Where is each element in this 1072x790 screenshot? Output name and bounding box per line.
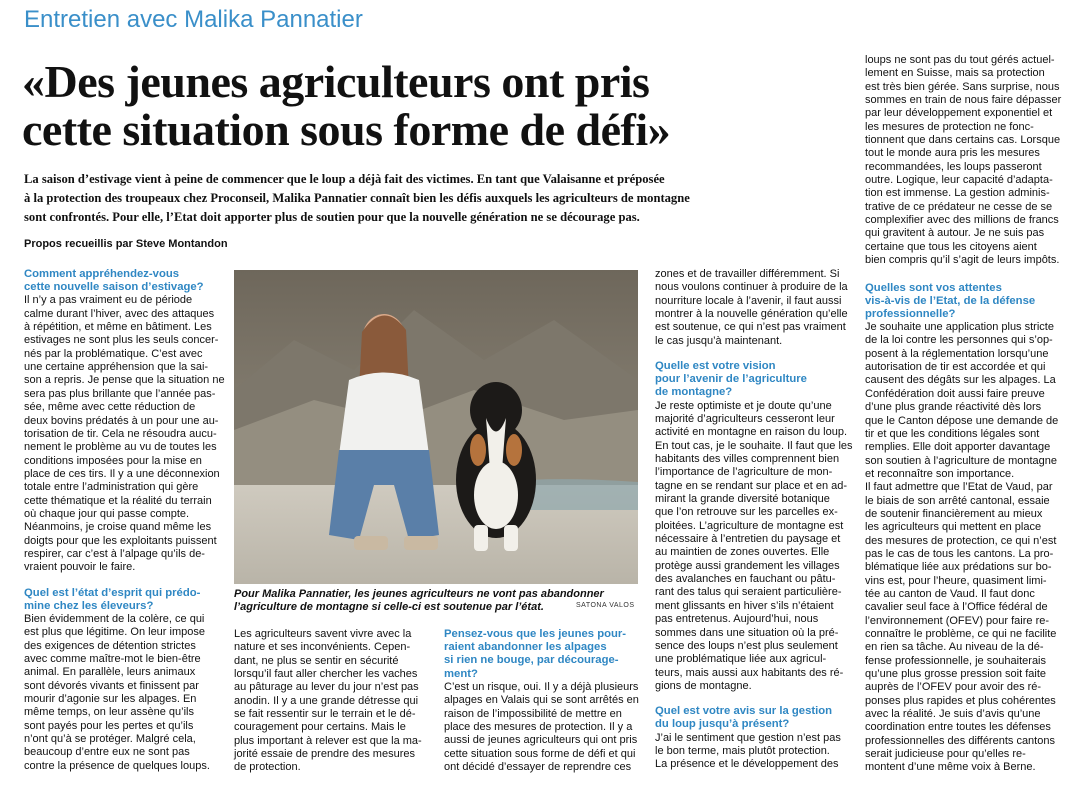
text-line: Les agriculteurs savent vivre avec la	[234, 628, 412, 640]
text-line: cavalier seul face à l’Office fédéral de	[865, 601, 1048, 614]
question-3: Quelle est votre vision pour l’avenir de l’agriculture de montagne?	[655, 360, 807, 399]
text-line: certaine que tous les citoyens aient	[865, 240, 1037, 253]
text-line: tionnent que dans certains cas. Lorsque	[865, 134, 1061, 147]
column-3-continuation	[655, 268, 855, 348]
answer-1	[24, 294, 224, 574]
text-line: les agriculteurs qui mettent en place	[865, 521, 1042, 534]
text-line: sommes dans une situation où la pré-	[655, 626, 839, 639]
column-4	[865, 54, 1065, 775]
text-line: J’ai le sentiment que gestion n’est pas	[655, 731, 841, 744]
text-line: habitants des villes comprennent bien	[655, 453, 840, 466]
text-line: vins est, pour l’heure, quasiment limi-	[865, 574, 1047, 587]
question-6: Quelles sont vos attentes vis-à-vis de l’Etat, de la défense professionnelle?	[865, 281, 1036, 320]
text-line: cette thématique et la réalité du terrain	[24, 494, 212, 507]
text-line: sée, même avec cette réduction de	[24, 401, 196, 414]
text-line: complexifier avec des millions de francs	[865, 214, 1059, 227]
text-line: est plus que légitime. On leur impose	[24, 626, 205, 639]
question-2: Quel est l’état d’esprit qui prédo- mine chez les éleveurs?	[24, 586, 201, 612]
text-line: qu’une plus grosse pression soit faite	[865, 668, 1046, 681]
text-line: nous voulons continuer à produire de la	[655, 281, 848, 294]
text-line: tion est immense. La gestion adminis-	[865, 187, 1050, 200]
text-line: sont dévorés vivants et finissent par	[24, 679, 199, 692]
text-line: et reconnaître son importance.	[865, 467, 1015, 480]
text-line: estivages ne sont plus les seuls concer-	[24, 334, 219, 347]
text-line: tout le monde aura pris les mesures	[865, 147, 1040, 160]
text-line: avec la réalité. Je suis d’avis qu’une	[865, 708, 1041, 721]
text-line: En tout cas, je le souhaite. Il faut que les	[655, 439, 853, 452]
text-line: ponses plus rapides et plus cohérentes	[865, 694, 1056, 707]
text-line: torisation de tir. Cela ne résoudra aucu-	[24, 427, 217, 440]
text-line: blématique liée aux prédations sur bo-	[865, 561, 1052, 574]
text-line: est soutenue, ce qui n’est pas vraiment	[655, 321, 846, 334]
text-line: posent à la réglementation lorsqu’une	[865, 347, 1049, 360]
text-line: jorité essaie de prendre des mesures	[234, 748, 415, 761]
text-line: mirant la grande diversité botanique	[655, 493, 830, 506]
text-line: Il n’y a pas vraiment eu de période	[24, 294, 193, 307]
text-line: recommandées, les loups passeront	[865, 160, 1042, 173]
text-line: nature et ses inconvénients. Cepen-	[234, 641, 411, 654]
text-line: ment glissants en hiver s’ils n’étaient	[655, 599, 834, 612]
text-line: ont décidé d’essayer de reprendre ces	[444, 760, 632, 773]
text-line: majorité d’agriculteurs cesseront leur	[655, 413, 835, 426]
text-line: outre. Logique, leur capacité d’adapta-	[865, 174, 1053, 187]
text-line: montrer à la nouvelle génération qu’elle	[655, 308, 848, 321]
column-4-continuation	[865, 54, 1065, 268]
text-line: tir et que les conditions légales sont	[865, 427, 1040, 440]
text-line: même temps, on leur assène qu’ils	[24, 706, 194, 719]
text-line: Néanmoins, je croise quand même les	[24, 521, 212, 534]
text-line: son soutien à l’agriculture de montagne	[865, 454, 1058, 467]
text-line: place de ces tirs. Il y a une déconnexion	[24, 467, 220, 480]
text-line: avec comme maître-mot le bien-être	[24, 653, 201, 666]
answer-6	[865, 321, 1065, 775]
text-line: animal. En parallèle, leurs animaux	[24, 666, 196, 679]
answer-5	[655, 732, 855, 772]
headline-line-2: cette situation sous forme de défi»	[22, 104, 671, 155]
text-line: causent des dégâts sur les alpages. La	[865, 374, 1056, 387]
text-line: coordination entre toutes les défenses	[865, 721, 1051, 734]
text-line: sera pas plus brillante que l’année pas-	[24, 387, 216, 400]
text-line: raison de l’impossibilité de mettre en	[444, 707, 622, 720]
text-line: alpages en Valais qui se sont arrêtés en	[444, 694, 639, 707]
text-line: en rien sa tâche. Au niveau de la dé-	[865, 641, 1044, 654]
question-5: Quel est votre avis sur la gestion du loup jusqu’à présent?	[655, 705, 833, 731]
text-line: dant, ne plus se sentir en sécurité	[234, 654, 399, 667]
text-line: nécessaire à l’entretien du paysage et	[655, 533, 841, 546]
lead-line: à la protection des troupeaux chez Proconseil, Malika Pannatier connaît bien les défis auxquels les agriculteurs de montagne	[24, 191, 690, 205]
text-line: protège aussi grandement les villages	[655, 559, 840, 572]
text-line: rant des talus qui seraient particulière-	[655, 586, 842, 599]
text-line: La présence et le développement des	[655, 758, 839, 771]
text-line: tagne en se rendant sur place et en ad-	[655, 479, 848, 492]
column-3	[655, 268, 855, 772]
text-line: se fait ressentir sur le terrain et le dé-	[234, 708, 416, 721]
column-2-text	[234, 628, 434, 775]
text-line: Je souhaite une application plus stricte	[865, 321, 1054, 334]
text-line: le biais de son arrêté cantonal, essaie	[865, 494, 1050, 507]
text-line: de la loi contre les personnes qui s’op-	[865, 334, 1053, 347]
text-line: des avalanches en fauchant ou pâtu-	[655, 573, 836, 586]
text-line: Je reste optimiste et je doute qu’une	[655, 399, 832, 412]
text-line: le bon terme, mais plutôt protection.	[655, 744, 830, 757]
text-line: pas entretenus. Aujourd’hui, nous	[655, 613, 819, 626]
photo-credit: SATONA VALOS	[576, 602, 635, 609]
text-line: n’ont qu’à se protéger. Malgré cela,	[24, 733, 196, 746]
text-line: teurs, mais aussi aux habitants des ré-	[655, 666, 844, 679]
text-line: activité en montagne en raison du loup.	[655, 426, 848, 439]
text-line: de soutenir financièrement au mieux	[865, 507, 1043, 520]
text-line: d’une plus grande réactivité dès lors	[865, 401, 1042, 414]
kicker: Entretien avec Malika Pannatier	[24, 6, 363, 33]
text-line: ploitées. L’agriculture de montagne est	[655, 519, 844, 532]
text-line: le cas jusqu’à maintenant.	[655, 334, 783, 347]
answer-2	[24, 613, 224, 773]
text-line: place des mesures de protection. Il y a	[444, 720, 633, 733]
text-line: nourriture locale à l’avenir, il faut aussi	[655, 294, 842, 307]
text-line: mourir d’agonie sur les alpages. En	[24, 693, 197, 706]
text-line: couragement pour certains. Mais le	[234, 721, 406, 734]
text-line: l’environnement (OFEV) pour faire re-	[865, 614, 1050, 627]
lead-line: sont confrontés. Pour elle, l’Etat doit apporter plus de soutien pour que la nouvelle génération ne se décourage pas.	[24, 210, 640, 224]
text-line: sont payés pour les pertes et qu’ils	[24, 719, 194, 732]
text-line: remplies. Elle doit apporter davantage	[865, 441, 1051, 454]
lead-paragraph	[24, 170, 854, 227]
text-line: gions de montagne.	[655, 679, 752, 692]
text-line: contre la présence de quelques loups.	[24, 759, 210, 772]
text-line: sence des loups n’est plus seulement	[655, 639, 838, 652]
byline: Propos recueillis par Steve Montandon	[24, 238, 228, 250]
text-line: une problématique liée aux agricul-	[655, 653, 827, 666]
photo-caption: Pour Malika Pannatier, les jeunes agriculteurs ne vont pas abandonner l’agriculture de montagne si celle-ci est soutenue par l’état.	[234, 588, 604, 613]
text-line: beaucoup d’entre eux ne sont pas	[24, 746, 190, 759]
text-line: aussi de jeunes agriculteurs qui ont pris	[444, 734, 638, 747]
text-line: sommes en train de nous faire dépasser	[865, 94, 1062, 107]
text-line: qui gravitent à autour. Je ne suis pas	[865, 227, 1045, 240]
text-line: serait judicieuse pour qu’elles re-	[865, 748, 1026, 761]
text-line: que l’on retrouve sur les parcelles ex-	[655, 506, 838, 519]
text-line: est très bien gérée. Sans surprise, nous	[865, 80, 1060, 93]
text-line: zones et de travailler différemment. Si	[655, 268, 840, 280]
text-line: autorisation de tir est accordée et qui	[865, 361, 1046, 374]
text-line: lement en Suisse, mais sa protection	[865, 67, 1045, 80]
text-line: C’est un risque, oui. Il y a déjà plusieurs	[444, 680, 639, 693]
photo	[234, 270, 638, 584]
text-line: tée au canton de Vaud. Il faut donc	[865, 587, 1035, 600]
text-line: au pâturage au lever du jour n’est pas	[234, 681, 419, 694]
text-line: vraient pouvoir le faire.	[24, 561, 136, 574]
text-line: bien compris qu’il s’agit de leurs impôts.	[865, 254, 1060, 267]
text-line: professionnelles des différents cantons	[865, 734, 1055, 747]
text-line: respirer, car c’est à l’alpage qu’ils de-	[24, 547, 205, 560]
text-line: deux bovins prédatés à un pour une au-	[24, 414, 219, 427]
text-line: plus important à relever est que la ma-	[234, 734, 422, 747]
question-4: Pensez-vous que les jeunes pour- raient abandonner les alpages si rien ne bouge, par décourage- ment?	[444, 628, 627, 680]
column-1	[24, 268, 224, 773]
text-line: totale entre l’administration qui gère	[24, 481, 199, 494]
text-line: des mesures de protection, ce qui n’est	[865, 534, 1057, 547]
text-line: loups ne sont pas du tout gérés actuel-	[865, 54, 1055, 66]
text-line: auprès de l’OFEV pour avoir des ré-	[865, 681, 1042, 694]
text-line: de protection.	[234, 761, 301, 774]
text-line: nement le problème au vu de toutes les	[24, 441, 217, 454]
text-line: une certaine appréhension que la sai-	[24, 361, 209, 374]
column-2	[234, 628, 434, 775]
text-line: Confédération doit aussi faire preuve	[865, 387, 1045, 400]
text-line: au maintien de zones ouvertes. Elle	[655, 546, 830, 559]
text-line: doigts pour que les exploitants puissent	[24, 534, 217, 547]
text-line: connaître le problème, ce qui ne facilite	[865, 628, 1057, 641]
text-line: l’importance de l’agriculture de mon-	[655, 466, 833, 479]
text-line: son a repris. Je pense que la situation ne	[24, 374, 225, 387]
text-line: trative de ce prédateur ne cesse de se	[865, 200, 1053, 213]
text-line: montent d’une même voix à Berne.	[865, 761, 1036, 774]
text-line: lorsqu’il faut aller chercher les vaches	[234, 668, 418, 681]
text-line: les mesures de protection ne fonc-	[865, 120, 1034, 133]
question-1: Comment appréhendez-vous cette nouvelle saison d’estivage?	[24, 268, 204, 294]
answer-3	[655, 400, 855, 694]
text-line: cette situation sous forme de défi et qui	[444, 747, 636, 760]
text-line: calme durant l’hiver, avec des attaques	[24, 307, 215, 320]
text-line: où chaque jour qui passe compte.	[24, 507, 190, 520]
text-line: Il faut admettre que l’Etat de Vaud, par	[865, 481, 1053, 494]
text-line: fense professionnelle, je souhaiterais	[865, 654, 1047, 667]
headline-line-1: «Des jeunes agriculteurs ont pris	[22, 56, 650, 107]
text-line: conditions imposées pour la mise en	[24, 454, 202, 467]
answer-4	[444, 681, 644, 774]
text-line: anodin. Il y a une grande détresse qui	[234, 694, 419, 707]
text-line: nés par la problématique. C’est avec	[24, 347, 203, 360]
lead-line: La saison d’estivage vient à peine de commencer que le loup a déjà fait des victimes. En tant que Valaisanne et préposée	[24, 172, 665, 186]
text-line: des exigences de détention strictes	[24, 639, 196, 652]
text-line: Bien évidemment de la colère, ce qui	[24, 613, 205, 626]
text-line: que le Canton dépose une demande de	[865, 414, 1059, 427]
text-line: par leur développement exponentiel et	[865, 107, 1053, 120]
text-line: à répétition, et même en bâtiment. Les	[24, 321, 212, 334]
column-2b	[444, 628, 644, 774]
text-line: pas le cas de tous les cantons. La pro-	[865, 547, 1054, 560]
photo-illustration	[234, 270, 638, 584]
headline	[22, 58, 842, 154]
